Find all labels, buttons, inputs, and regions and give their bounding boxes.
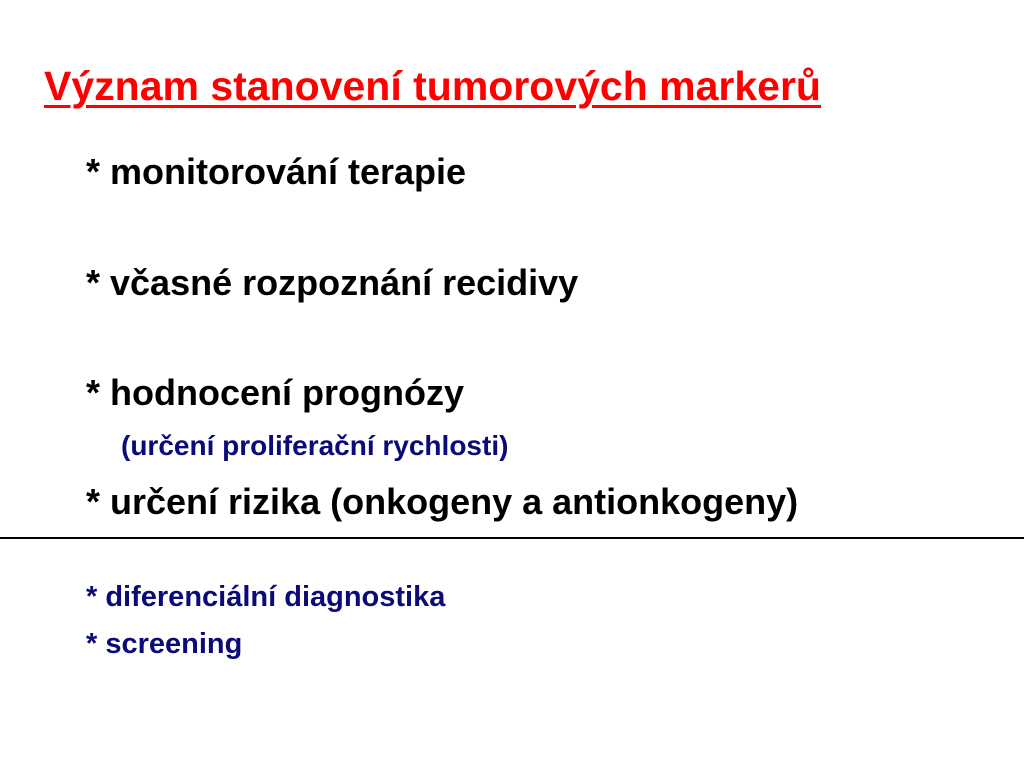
separator-line [0, 537, 1024, 539]
list-item-monitoring: * monitorování terapie [86, 151, 467, 192]
list-item-recurrence: * včasné rozpoznání recidivy [86, 262, 579, 303]
slide-title: Význam stanovení tumorových markerů [44, 63, 821, 109]
list-subitem-proliferation: (určení proliferační rychlosti) [121, 430, 509, 461]
list-item-prognosis: * hodnocení prognózy [86, 372, 464, 413]
list-item-differential-diagnosis: * diferenciální diagnostika [86, 581, 446, 613]
list-item-risk: * určení rizika (onkogeny a antionkogeny) [86, 481, 799, 522]
list-item-screening: * screening [86, 628, 243, 660]
